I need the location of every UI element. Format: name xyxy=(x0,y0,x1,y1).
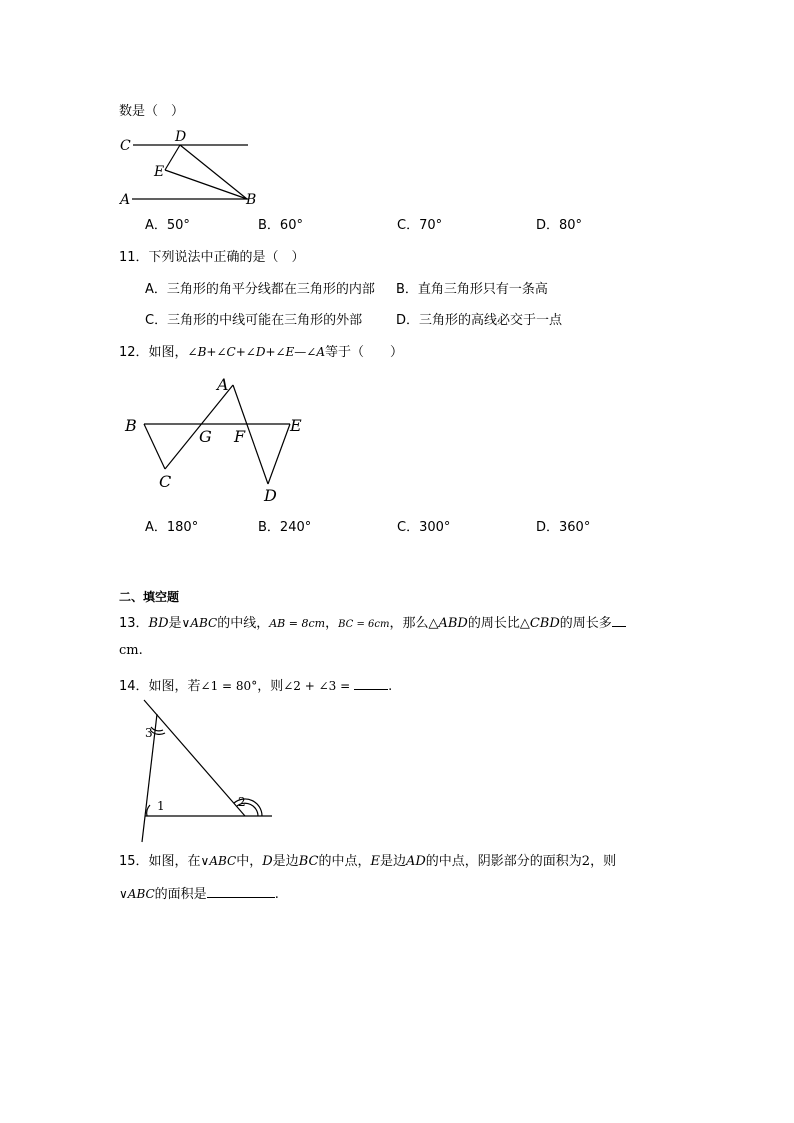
label-f: F xyxy=(234,427,246,446)
q10-option-a: A．50° xyxy=(145,218,190,233)
q13-ab: AB = 8cm xyxy=(269,617,326,630)
q13-end: . xyxy=(138,643,143,658)
q15-e: E xyxy=(370,854,380,869)
label-a: A xyxy=(217,375,229,394)
label-d: D xyxy=(264,486,277,505)
q13-comma: ， xyxy=(325,616,339,631)
q15-ad: AD xyxy=(405,854,426,869)
q11-option-d: D．三角形的高线必交于一点 xyxy=(396,313,563,328)
q15-p4: 的中点， xyxy=(318,854,371,869)
q14-given: ∠1 = 80° xyxy=(200,679,258,693)
q12-option-c: C．300° xyxy=(397,520,451,535)
q10-stem-tail: 数是（ ） xyxy=(119,104,185,119)
arc-angle-1 xyxy=(147,805,150,816)
label-b: B xyxy=(246,192,257,208)
label-c: C xyxy=(120,138,131,154)
label-c: C xyxy=(159,472,172,491)
q14-end: . xyxy=(388,679,393,694)
q11-option-a: A．三角形的角平分线都在三角形的内部 xyxy=(145,282,375,297)
q13-tri-abc: ∨ABC xyxy=(181,616,218,630)
label-d: D xyxy=(175,129,187,145)
q15-d: D xyxy=(262,854,273,869)
q15-end: . xyxy=(274,887,279,902)
label-2: 2 xyxy=(238,795,246,809)
q15-tri: ∨ABC xyxy=(200,854,237,868)
q15-p2: 中， xyxy=(236,854,263,869)
arc-angle-3a xyxy=(151,727,163,731)
q15-tri2: ∨ABC xyxy=(119,887,155,901)
q12-option-b: B．240° xyxy=(258,520,312,535)
q15-line1 xyxy=(119,853,616,870)
arc-angle-3b xyxy=(151,731,165,734)
label-b: B xyxy=(125,416,137,435)
label-3: 3 xyxy=(145,726,153,740)
q15-p3: 是边 xyxy=(272,854,299,869)
q15-line2 xyxy=(119,885,279,903)
label-g: G xyxy=(199,427,212,446)
q10-option-d: D．80° xyxy=(536,218,583,233)
q14-ask: ∠2 + ∠3 = xyxy=(283,679,351,693)
q13-t4: 的周长比 xyxy=(467,616,520,631)
q10-option-b: B．60° xyxy=(258,218,303,233)
label-1: 1 xyxy=(157,799,165,813)
q13-t5: 的周长多 xyxy=(559,616,612,631)
q15-answer-blank[interactable] xyxy=(207,885,275,898)
q13-t1: 是 xyxy=(168,616,182,631)
q11-option-b: B．直角三角形只有一条高 xyxy=(396,282,548,297)
q13-tri-abd: △ABD xyxy=(428,616,468,631)
q12-suffix: 等于（ ） xyxy=(325,345,404,360)
label-a: A xyxy=(120,192,131,208)
q15-p5: 是边 xyxy=(379,854,406,869)
q15-p1: 15．如图，在 xyxy=(119,854,201,869)
q13-t2: 的中线， xyxy=(217,616,270,631)
q12-expr: ∠B+∠C+∠D+∠E—∠A xyxy=(187,345,326,359)
q13-num: 13． xyxy=(119,616,149,631)
label-e: E xyxy=(290,416,302,435)
label-e: E xyxy=(154,164,165,180)
q11-stem: 11．下列说法中正确的是（ ） xyxy=(119,250,305,265)
q11-option-c: C．三角形的中线可能在三角形的外部 xyxy=(145,313,363,328)
q13-tri-cbd: △CBD xyxy=(519,616,560,631)
q15-val: 2 xyxy=(581,854,591,869)
q13-unit: cm xyxy=(119,643,139,658)
q15-bc: BC xyxy=(298,854,319,869)
q10-option-c: C．70° xyxy=(397,218,443,233)
q12-prefix: 12．如图， xyxy=(119,345,188,360)
q14-mid: ，则 xyxy=(257,679,284,694)
q15-p8: 的面积是 xyxy=(154,887,207,902)
q13-bc: BC = 6cm xyxy=(338,619,390,630)
section-title: 二、填空题 xyxy=(119,590,180,604)
q15-p6: 的中点，阴影部分的面积为 xyxy=(425,854,582,869)
q15-p7: ，则 xyxy=(590,854,617,869)
q12-option-d: D．360° xyxy=(536,520,591,535)
q13-t3: ，那么 xyxy=(389,616,429,631)
q12-option-a: A．180° xyxy=(145,520,199,535)
q13-bd: BD xyxy=(148,616,169,631)
q14-prefix: 14．如图，若 xyxy=(119,679,201,694)
